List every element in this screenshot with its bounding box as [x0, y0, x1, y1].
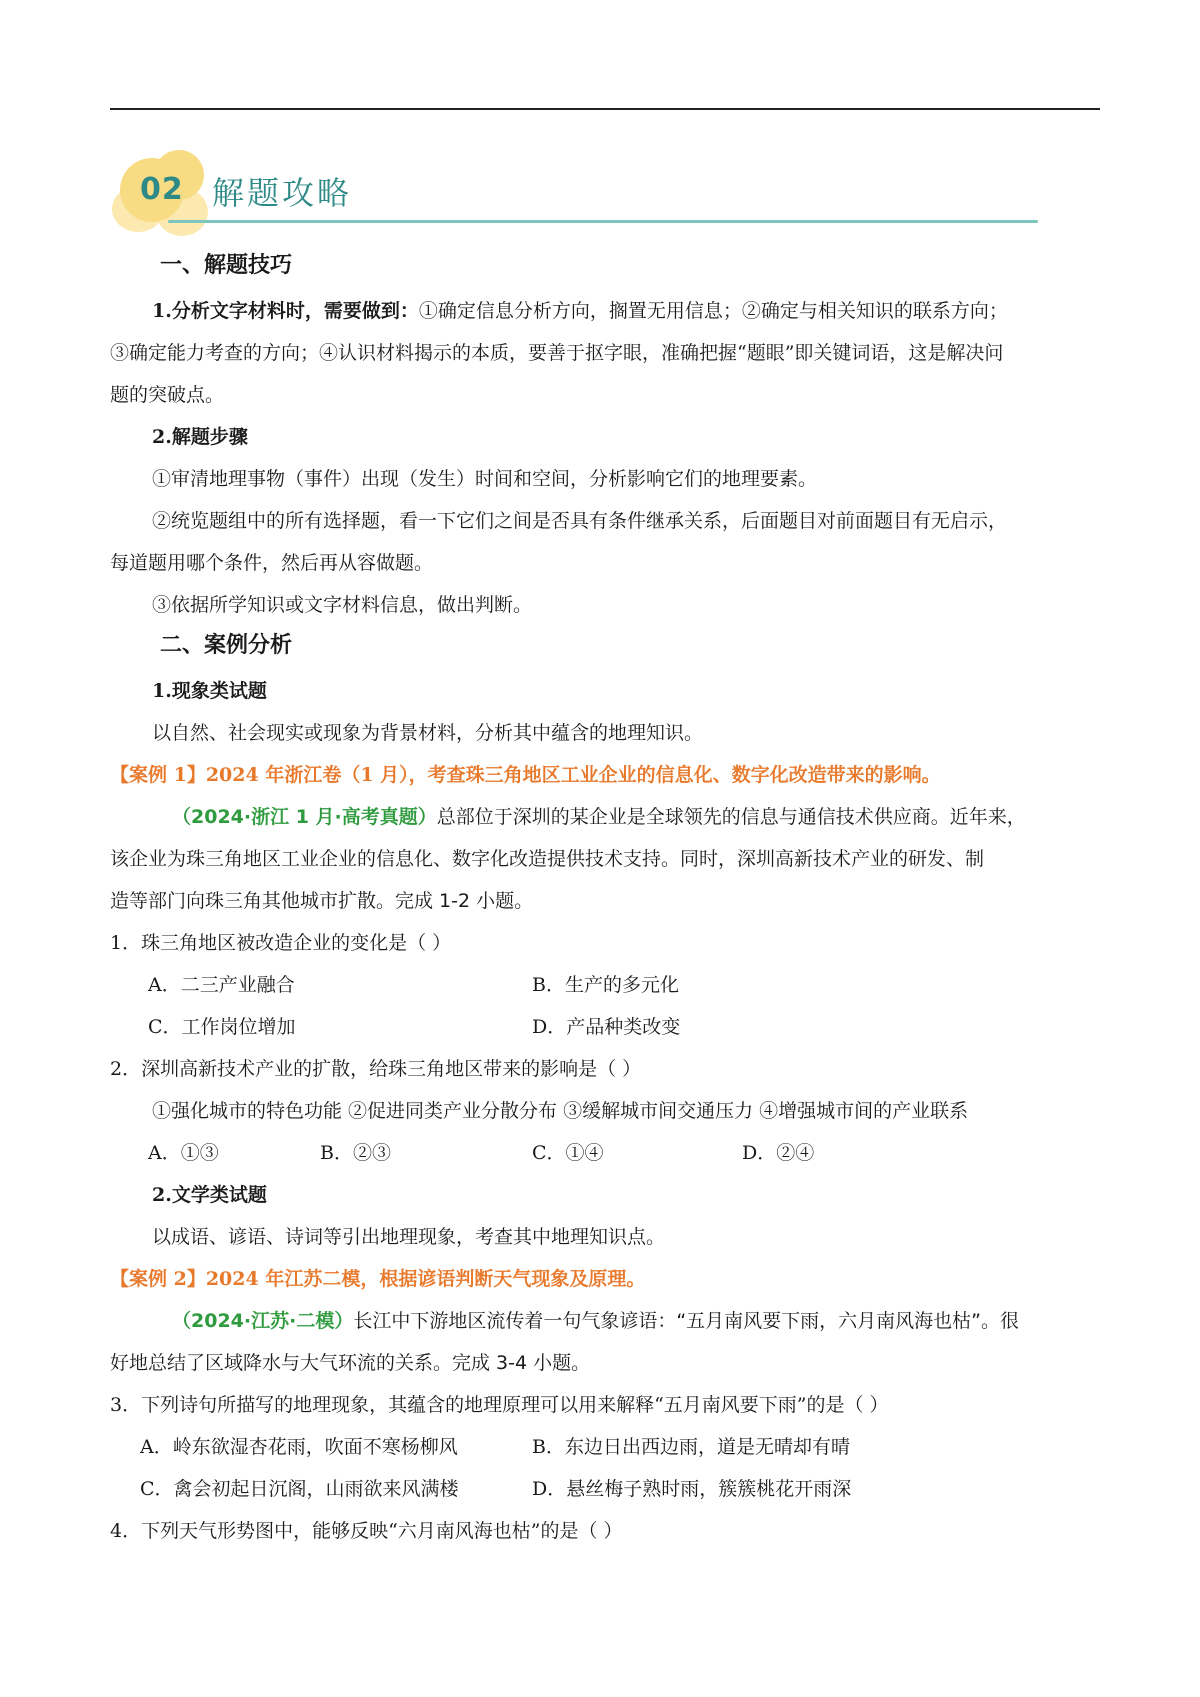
paragraph-text: ①确定信息分析方向，搁置无用信息；②确定与相关知识的联系方向； — [418, 300, 1008, 322]
subheading-type2: 2.文学类试题 — [152, 1184, 267, 1206]
option: C．①④ — [532, 1142, 604, 1164]
question-stem: 1．珠三角地区被改造企业的变化是（ ） — [110, 932, 452, 954]
question-stem: 3．下列诗句所描写的地理现象，其蕴含的地理原理可以用来解释“五月南风要下雨”的是（ ） — [110, 1394, 889, 1416]
case-text — [172, 804, 1026, 830]
subheading-steps: 2.解题步骤 — [152, 426, 248, 448]
case-title: 【案例 2】2024 年江苏二模，根据谚语判断天气现象及原理。 — [110, 1268, 646, 1290]
option: D．②④ — [742, 1142, 815, 1164]
case-source: （2024·浙江 1 月·高考真题） — [172, 806, 437, 828]
step-item: ①审清地理事物（事件）出现（发生）时间和空间，分析影响它们的地理要素。 — [152, 468, 818, 490]
option: A．①③ — [148, 1142, 219, 1164]
case-text: 好地总结了区域降水与大气环流的关系。完成 3-4 小题。 — [110, 1352, 591, 1374]
case-text: 造等部门向珠三角其他城市扩散。完成 1-2 小题。 — [110, 890, 534, 912]
option: C．工作岗位增加 — [148, 1016, 296, 1038]
case-text-span: 长江中下游地区流传着一句气象谚语：“五月南风要下雨，六月南风海也枯”。很 — [353, 1310, 1020, 1332]
option: A．岭东欲湿杏花雨，吹面不寒杨柳风 — [140, 1436, 458, 1458]
type-description: 以成语、谚语、诗词等引出地理现象，考查其中地理知识点。 — [152, 1226, 666, 1248]
option: B．②③ — [320, 1142, 391, 1164]
top-rule — [110, 108, 1100, 110]
paragraph-line: 题的突破点。 — [110, 384, 225, 406]
section-header — [112, 150, 1042, 240]
heading-techniques: 一、解题技巧 — [160, 253, 293, 278]
question-stem: 2．深圳高新技术产业的扩散，给珠三角地区带来的影响是（ ） — [110, 1058, 642, 1080]
step-item-cont: 每道题用哪个条件，然后再从容做题。 — [110, 552, 434, 574]
subheading-type1: 1.现象类试题 — [152, 680, 267, 702]
heading-cases: 二、案例分析 — [160, 633, 293, 658]
paragraph-line: ③确定能力考查的方向；④认识材料揭示的本质，要善于抠字眼，准确把握“题眼”即关键词语，这是解决问 — [110, 342, 1004, 364]
case-text-span: 总部位于深圳的某企业是全球领先的信息与通信技术供应商。近年来， — [436, 806, 1026, 828]
case-text: 该企业为珠三角地区工业企业的信息化、数字化改造提供技术支持。同时，深圳高新技术产业的研发、制 — [110, 848, 985, 870]
option: D．悬丝梅子熟时雨，簇簇桃花开雨深 — [532, 1478, 852, 1500]
step-item: ③依据所学知识或文字材料信息，做出判断。 — [152, 594, 533, 616]
option: B．东边日出西边雨，道是无晴却有晴 — [532, 1436, 850, 1458]
section-number: 02 — [140, 172, 184, 207]
section-underline — [168, 220, 1038, 223]
question-items: ①强化城市的特色功能 ②促进同类产业分散分布 ③缓解城市间交通压力 ④增强城市间的产业联系 — [152, 1100, 969, 1122]
option: A．二三产业融合 — [148, 974, 295, 996]
type-description: 以自然、社会现实或现象为背景材料，分析其中蕴含的地理知识。 — [152, 722, 704, 744]
case-source: （2024·江苏·二模） — [172, 1310, 354, 1332]
case-text — [172, 1308, 1019, 1334]
option: B．生产的多元化 — [532, 974, 679, 996]
question-stem: 4．下列天气形势图中，能够反映“六月南风海也枯”的是（ ） — [110, 1520, 623, 1542]
option: C．禽会初起日沉阁，山雨欲来风满楼 — [140, 1478, 459, 1500]
option: D．产品种类改变 — [532, 1016, 681, 1038]
case-title: 【案例 1】2024 年浙江卷（1 月），考查珠三角地区工业企业的信息化、数字化改造带来的影响。 — [110, 764, 941, 786]
paragraph-line — [152, 298, 1008, 324]
step-item: ②统览题组中的所有选择题，看一下它们之间是否具有条件继承关系，后面题目对前面题目有无启示， — [152, 510, 1008, 532]
section-title: 解题攻略 — [212, 174, 353, 212]
paragraph-lead: 1.分析文字材料时，需要做到： — [152, 300, 419, 322]
